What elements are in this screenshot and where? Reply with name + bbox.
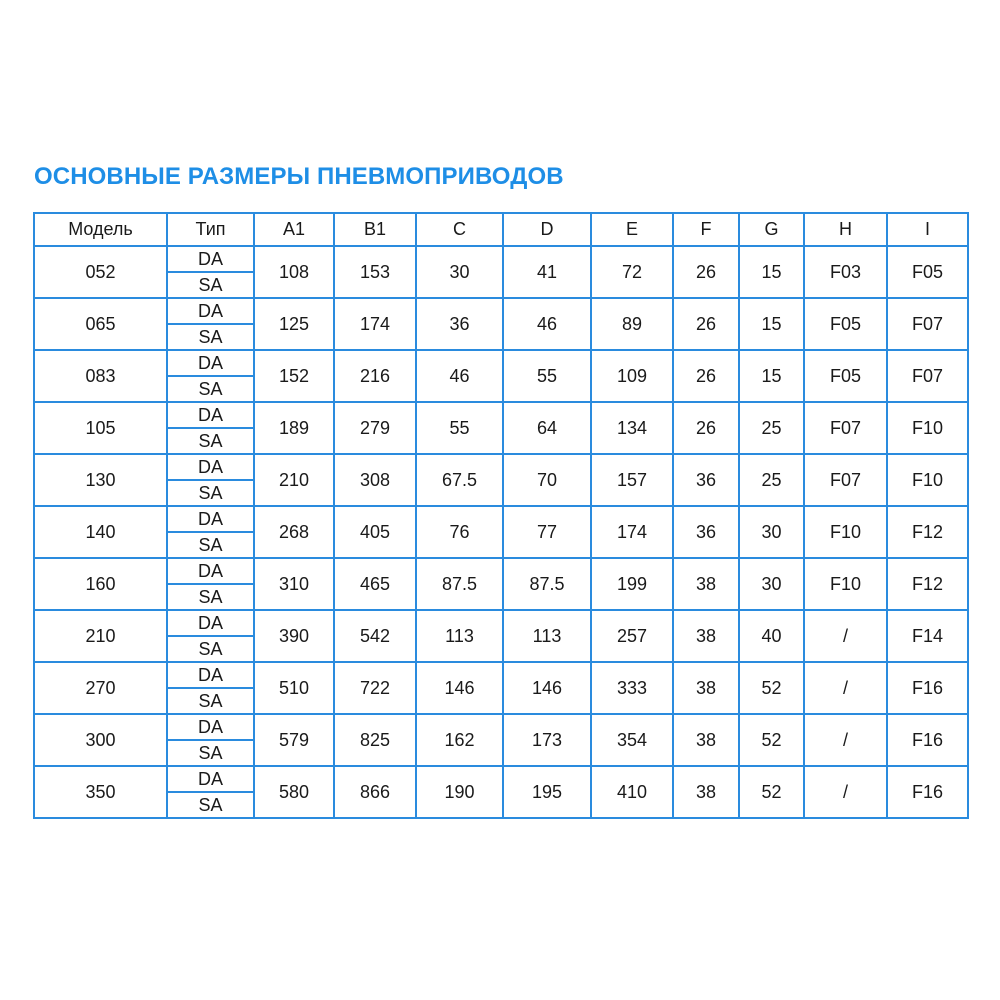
value-cell-d: 77 — [503, 506, 591, 558]
type-cell: DA — [167, 662, 254, 688]
value-cell-i: F16 — [887, 766, 968, 818]
value-cell-a1: 108 — [254, 246, 334, 298]
value-cell-b1: 722 — [334, 662, 416, 714]
value-cell-h: / — [804, 714, 887, 766]
value-cell-f: 38 — [673, 714, 739, 766]
type-cell: SA — [167, 584, 254, 610]
value-cell-i: F10 — [887, 402, 968, 454]
table-row — [34, 714, 968, 740]
value-cell-f: 38 — [673, 766, 739, 818]
header-model: Модель — [34, 213, 167, 246]
value-cell-i: F07 — [887, 298, 968, 350]
value-cell-i: F07 — [887, 350, 968, 402]
value-cell-f: 36 — [673, 506, 739, 558]
model-cell: 300 — [34, 714, 167, 766]
value-cell-e: 72 — [591, 246, 673, 298]
value-cell-g: 15 — [739, 246, 804, 298]
value-cell-c: 46 — [416, 350, 503, 402]
type-cell: SA — [167, 428, 254, 454]
value-cell-c: 30 — [416, 246, 503, 298]
value-cell-a1: 268 — [254, 506, 334, 558]
value-cell-b1: 405 — [334, 506, 416, 558]
value-cell-b1: 308 — [334, 454, 416, 506]
type-cell: DA — [167, 766, 254, 792]
value-cell-b1: 279 — [334, 402, 416, 454]
value-cell-g: 52 — [739, 662, 804, 714]
value-cell-g: 52 — [739, 714, 804, 766]
model-cell: 065 — [34, 298, 167, 350]
value-cell-a1: 390 — [254, 610, 334, 662]
value-cell-c: 162 — [416, 714, 503, 766]
value-cell-b1: 216 — [334, 350, 416, 402]
value-cell-i: F10 — [887, 454, 968, 506]
value-cell-a1: 152 — [254, 350, 334, 402]
header-h: H — [804, 213, 887, 246]
value-cell-e: 199 — [591, 558, 673, 610]
value-cell-b1: 825 — [334, 714, 416, 766]
value-cell-i: F16 — [887, 714, 968, 766]
value-cell-g: 40 — [739, 610, 804, 662]
value-cell-h: F07 — [804, 454, 887, 506]
model-cell: 083 — [34, 350, 167, 402]
type-cell: SA — [167, 532, 254, 558]
model-cell: 160 — [34, 558, 167, 610]
type-cell: DA — [167, 454, 254, 480]
value-cell-i: F16 — [887, 662, 968, 714]
value-cell-h: F10 — [804, 506, 887, 558]
table-row — [34, 350, 968, 376]
value-cell-d: 55 — [503, 350, 591, 402]
value-cell-g: 30 — [739, 506, 804, 558]
value-cell-g: 25 — [739, 402, 804, 454]
value-cell-e: 157 — [591, 454, 673, 506]
table-row — [34, 454, 968, 480]
value-cell-h: F07 — [804, 402, 887, 454]
value-cell-b1: 866 — [334, 766, 416, 818]
table-row — [34, 558, 968, 584]
value-cell-h: / — [804, 610, 887, 662]
type-cell: SA — [167, 480, 254, 506]
type-cell: DA — [167, 714, 254, 740]
header-d: D — [503, 213, 591, 246]
header-a1: A1 — [254, 213, 334, 246]
value-cell-c: 36 — [416, 298, 503, 350]
type-cell: DA — [167, 350, 254, 376]
value-cell-f: 26 — [673, 246, 739, 298]
header-g: G — [739, 213, 804, 246]
value-cell-h: / — [804, 662, 887, 714]
value-cell-d: 41 — [503, 246, 591, 298]
value-cell-a1: 580 — [254, 766, 334, 818]
value-cell-f: 26 — [673, 298, 739, 350]
value-cell-a1: 579 — [254, 714, 334, 766]
table-row — [34, 506, 968, 532]
value-cell-h: F05 — [804, 298, 887, 350]
value-cell-a1: 189 — [254, 402, 334, 454]
value-cell-e: 134 — [591, 402, 673, 454]
value-cell-e: 333 — [591, 662, 673, 714]
table-row — [34, 610, 968, 636]
model-cell: 350 — [34, 766, 167, 818]
type-cell: SA — [167, 792, 254, 818]
value-cell-a1: 510 — [254, 662, 334, 714]
type-cell: DA — [167, 246, 254, 272]
value-cell-a1: 310 — [254, 558, 334, 610]
table-row — [34, 298, 968, 324]
model-cell: 105 — [34, 402, 167, 454]
value-cell-g: 15 — [739, 350, 804, 402]
value-cell-d: 87.5 — [503, 558, 591, 610]
value-cell-h: F10 — [804, 558, 887, 610]
type-cell: SA — [167, 324, 254, 350]
table-row — [34, 766, 968, 792]
value-cell-d: 146 — [503, 662, 591, 714]
value-cell-c: 113 — [416, 610, 503, 662]
value-cell-h: F05 — [804, 350, 887, 402]
header-f: F — [673, 213, 739, 246]
value-cell-a1: 125 — [254, 298, 334, 350]
value-cell-d: 70 — [503, 454, 591, 506]
value-cell-i: F12 — [887, 506, 968, 558]
model-cell: 140 — [34, 506, 167, 558]
value-cell-g: 30 — [739, 558, 804, 610]
type-cell: SA — [167, 688, 254, 714]
value-cell-d: 64 — [503, 402, 591, 454]
value-cell-g: 52 — [739, 766, 804, 818]
value-cell-f: 26 — [673, 350, 739, 402]
type-cell: DA — [167, 506, 254, 532]
model-cell: 130 — [34, 454, 167, 506]
value-cell-f: 26 — [673, 402, 739, 454]
value-cell-d: 113 — [503, 610, 591, 662]
value-cell-f: 38 — [673, 610, 739, 662]
value-cell-g: 15 — [739, 298, 804, 350]
value-cell-e: 354 — [591, 714, 673, 766]
type-cell: DA — [167, 558, 254, 584]
value-cell-a1: 210 — [254, 454, 334, 506]
type-cell: DA — [167, 298, 254, 324]
type-cell: DA — [167, 402, 254, 428]
type-cell: DA — [167, 610, 254, 636]
value-cell-c: 146 — [416, 662, 503, 714]
table-row — [34, 246, 968, 272]
dimensions-table — [33, 212, 969, 819]
header-c: C — [416, 213, 503, 246]
value-cell-c: 67.5 — [416, 454, 503, 506]
table-body — [34, 246, 968, 818]
model-cell: 210 — [34, 610, 167, 662]
header-b1: B1 — [334, 213, 416, 246]
type-cell: SA — [167, 740, 254, 766]
value-cell-i: F14 — [887, 610, 968, 662]
value-cell-c: 190 — [416, 766, 503, 818]
value-cell-d: 195 — [503, 766, 591, 818]
model-cell: 052 — [34, 246, 167, 298]
model-cell: 270 — [34, 662, 167, 714]
header-i: I — [887, 213, 968, 246]
value-cell-f: 36 — [673, 454, 739, 506]
value-cell-b1: 174 — [334, 298, 416, 350]
table-row — [34, 402, 968, 428]
value-cell-b1: 153 — [334, 246, 416, 298]
value-cell-e: 410 — [591, 766, 673, 818]
type-cell: SA — [167, 376, 254, 402]
value-cell-g: 25 — [739, 454, 804, 506]
value-cell-d: 46 — [503, 298, 591, 350]
value-cell-e: 257 — [591, 610, 673, 662]
value-cell-c: 55 — [416, 402, 503, 454]
value-cell-i: F05 — [887, 246, 968, 298]
header-type: Тип — [167, 213, 254, 246]
type-cell: SA — [167, 636, 254, 662]
value-cell-h: / — [804, 766, 887, 818]
value-cell-f: 38 — [673, 662, 739, 714]
table-header-row — [34, 213, 968, 246]
header-e: E — [591, 213, 673, 246]
type-cell: SA — [167, 272, 254, 298]
value-cell-e: 89 — [591, 298, 673, 350]
page-title: ОСНОВНЫЕ РАЗМЕРЫ ПНЕВМОПРИВОДОВ — [34, 163, 564, 190]
value-cell-c: 87.5 — [416, 558, 503, 610]
value-cell-d: 173 — [503, 714, 591, 766]
value-cell-e: 174 — [591, 506, 673, 558]
value-cell-c: 76 — [416, 506, 503, 558]
table-row — [34, 662, 968, 688]
value-cell-b1: 542 — [334, 610, 416, 662]
value-cell-f: 38 — [673, 558, 739, 610]
value-cell-i: F12 — [887, 558, 968, 610]
value-cell-b1: 465 — [334, 558, 416, 610]
value-cell-e: 109 — [591, 350, 673, 402]
value-cell-h: F03 — [804, 246, 887, 298]
